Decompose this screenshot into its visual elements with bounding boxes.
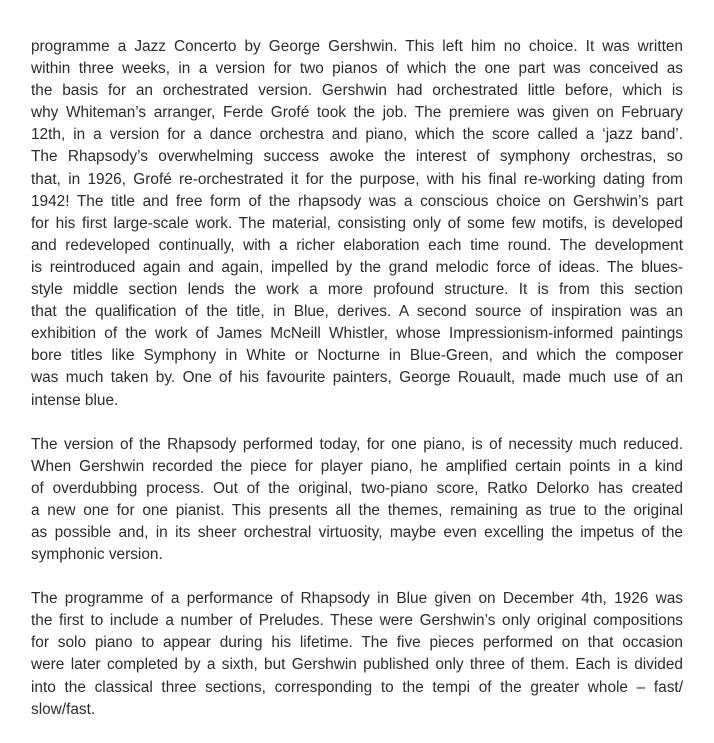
text-line: as possible and, in its sheer orchestral virtuosity, maybe even excelling the impetus of the: [31, 523, 683, 541]
text-line: that the qualification of the title, in Blue, derives. A second source of inspiration was an: [31, 303, 683, 321]
text-line: programme a Jazz Concerto by George Gershwin. This left him no choice. It was written: [31, 38, 683, 55]
text-line: 12th, in a version for a dance orchestra and piano, which the score called a ‘jazz band’.: [31, 126, 683, 144]
text-line: why Whiteman’s arranger, Ferde Grofé took the job. The premiere was given on February: [31, 104, 683, 122]
body-paragraph: [31, 588, 683, 721]
text-line: exhibition of the work of James McNeill Whistler, whose Impressionism-informed paintings: [31, 325, 683, 343]
body-paragraph: [31, 434, 683, 567]
text-line: of overdubbing process. Out of the original, two-piano score, Ratko Delorko has created: [31, 479, 683, 497]
text-line: intense blue.: [31, 391, 119, 409]
text-line: were later completed by a sixth, but Gershwin published only three of them. Each is divided: [31, 656, 683, 674]
text-line: bore titles like Symphony in White or Nocturne in Blue-Green, and which the composer: [31, 347, 683, 365]
text-line: The programme of a performance of Rhapsody in Blue given on December 4th, 1926 was: [31, 590, 683, 608]
text-line: and redeveloped continually, with a richer elaboration each time round. The development: [31, 236, 683, 254]
text-line: within three weeks, in a version for two pianos of which the one part was conceived as: [31, 60, 683, 78]
text-line: When Gershwin recorded the piece for player piano, he amplified certain points in a kind: [31, 457, 683, 475]
text-line: 1942! The title and free form of the rhapsody was a conscious choice on Gershwin’s part: [31, 192, 683, 210]
text-line: The Rhapsody’s overwhelming success awoke the interest of symphony orchestras, so: [31, 148, 683, 166]
text-line: into the classical three sections, corresponding to the tempi of the greater whole – fast/: [31, 678, 683, 696]
text-line: The version of the Rhapsody performed today, for one piano, is of necessity much reduced.: [31, 435, 683, 453]
body-paragraph: [31, 36, 683, 412]
text-line: slow/fast.: [31, 700, 96, 718]
text-line: the basis for an orchestrated version. Gershwin had orchestrated little before, which is: [31, 82, 683, 100]
text-line: is reintroduced again and again, impelled by the grand melodic force of ideas. The blues-: [31, 258, 683, 276]
text-line: for his first large-scale work. The material, consisting only of some few motifs, is developed: [31, 214, 683, 232]
text-line: style middle section lends the work a more profound structure. It is from this section: [31, 281, 683, 299]
text-line: was much taken by. One of his favourite painters, George Rouault, made much use of an: [31, 369, 683, 387]
document-page: [31, 36, 683, 743]
text-line: a new one for one pianist. This presents all the themes, remaining as true to the original: [31, 501, 683, 519]
text-line: that, in 1926, Grofé re-orchestrated it for the purpose, with his final re-working dating from: [31, 170, 683, 188]
text-line: for solo piano to appear during his lifetime. The five pieces performed on that occasion: [31, 634, 683, 652]
text-line: symphonic version.: [31, 546, 163, 564]
text-line: the first to include a number of Preludes. These were Gershwin’s only original compositions: [31, 612, 683, 630]
